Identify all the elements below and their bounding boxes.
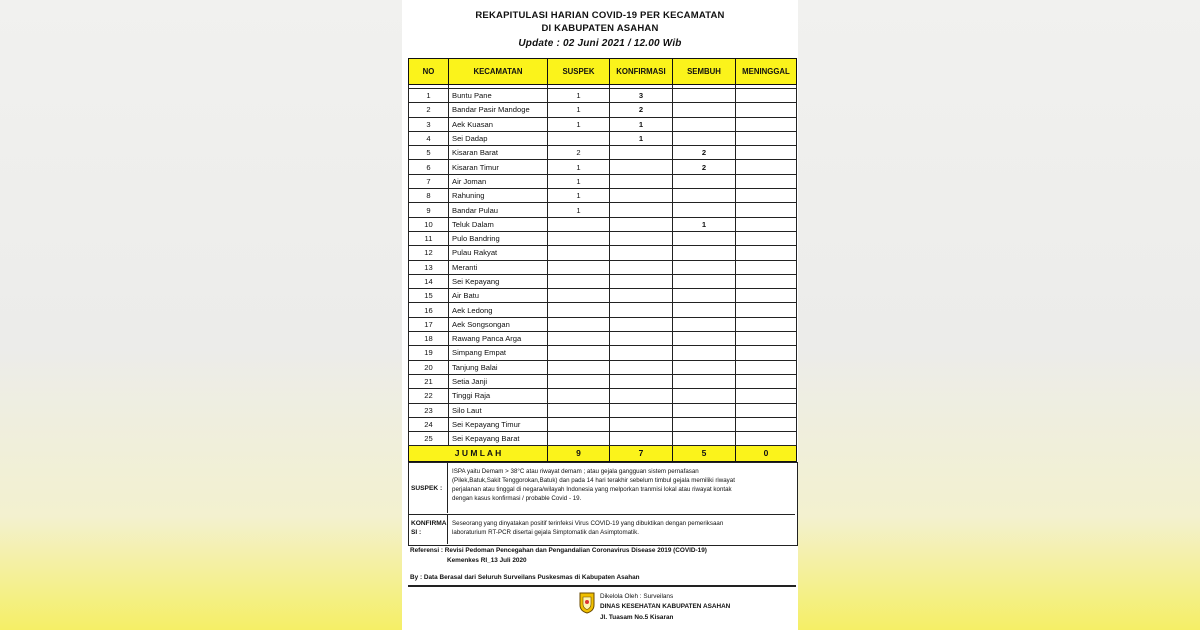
background-right bbox=[796, 0, 1200, 630]
cell-kecamatan: Rahuning bbox=[449, 189, 548, 203]
suspek-text-line: perjalanan atau tinggal di negara/wilayah Indonesia yang melporkan tranmisi lokal atau riwayat kontak bbox=[452, 486, 732, 493]
cell-kecamatan: Pulo Bandring bbox=[449, 231, 548, 245]
cell-meninggal bbox=[736, 174, 797, 188]
cell-sembuh: 2 bbox=[673, 146, 736, 160]
cell-suspek bbox=[548, 131, 610, 145]
table-row bbox=[409, 432, 797, 446]
suspek-text-line: (Pilek,Batuk,Sakit Tenggorokan,Batuk) dan pada 14 hari terakhir sebelum timbul gejala memiliki riwayat bbox=[452, 477, 735, 484]
cell-konfirmasi bbox=[610, 146, 673, 160]
total-suspek: 9 bbox=[548, 446, 610, 462]
cell-meninggal bbox=[736, 303, 797, 317]
table-row bbox=[409, 203, 797, 217]
data-source-note: By : Data Berasal dari Seluruh Surveilans Puskesmas di Kabupaten Asahan bbox=[410, 574, 640, 581]
cell-meninggal bbox=[736, 189, 797, 203]
cell-suspek: 1 bbox=[548, 189, 610, 203]
cell-kecamatan: Sei Kepayang Timur bbox=[449, 417, 548, 431]
cell-sembuh bbox=[673, 117, 736, 131]
suspek-key: SUSPEK : bbox=[411, 485, 443, 492]
cell-meninggal bbox=[736, 403, 797, 417]
cell-kecamatan: Tinggi Raja bbox=[449, 389, 548, 403]
cell-konfirmasi bbox=[610, 346, 673, 360]
cell-meninggal bbox=[736, 289, 797, 303]
total-konfirmasi: 7 bbox=[610, 446, 673, 462]
cell-konfirmasi bbox=[610, 189, 673, 203]
table-row bbox=[409, 303, 797, 317]
cell-sembuh bbox=[673, 289, 736, 303]
cell-meninggal bbox=[736, 346, 797, 360]
table-total-row bbox=[409, 446, 797, 462]
cell-no: 23 bbox=[409, 403, 449, 417]
cell-sembuh bbox=[673, 346, 736, 360]
cell-suspek: 1 bbox=[548, 174, 610, 188]
cell-meninggal bbox=[736, 274, 797, 288]
cell-konfirmasi bbox=[610, 260, 673, 274]
definitions-box bbox=[408, 462, 798, 546]
table-row bbox=[409, 146, 797, 160]
cell-meninggal bbox=[736, 117, 797, 131]
cell-suspek bbox=[548, 432, 610, 446]
table-row bbox=[409, 374, 797, 388]
cell-no: 7 bbox=[409, 174, 449, 188]
cell-meninggal bbox=[736, 374, 797, 388]
cell-kecamatan: Sei Kepayang bbox=[449, 274, 548, 288]
cell-no: 17 bbox=[409, 317, 449, 331]
cell-sembuh: 1 bbox=[673, 217, 736, 231]
table-row bbox=[409, 174, 797, 188]
cell-kecamatan: Aek Songsongan bbox=[449, 317, 548, 331]
cell-sembuh bbox=[673, 260, 736, 274]
cell-suspek: 2 bbox=[548, 146, 610, 160]
cell-sembuh bbox=[673, 231, 736, 245]
cell-kecamatan: Sei Kepayang Barat bbox=[449, 432, 548, 446]
konfirmasi-text-line: laboraturium RT-PCR disertai gejala Simptomatik dan Asimptomatik. bbox=[452, 529, 639, 536]
konfirmasi-text bbox=[447, 515, 793, 544]
table-row bbox=[409, 89, 797, 103]
cell-meninggal bbox=[736, 417, 797, 431]
reference-line: Referensi : Revisi Pedoman Pencegahan dan Pengandalian Coronavirus Disease 2019 (COVID-19) bbox=[410, 547, 707, 554]
table-row bbox=[409, 260, 797, 274]
table-row bbox=[409, 389, 797, 403]
cell-suspek bbox=[548, 403, 610, 417]
cell-suspek bbox=[548, 346, 610, 360]
cell-suspek bbox=[548, 317, 610, 331]
cell-no: 24 bbox=[409, 417, 449, 431]
cell-suspek bbox=[548, 332, 610, 346]
cell-sembuh bbox=[673, 131, 736, 145]
konfirmasi-key bbox=[409, 519, 447, 537]
cell-no: 2 bbox=[409, 103, 449, 117]
cell-meninggal bbox=[736, 89, 797, 103]
cell-suspek bbox=[548, 274, 610, 288]
cell-konfirmasi bbox=[610, 303, 673, 317]
cell-suspek bbox=[548, 289, 610, 303]
cell-meninggal bbox=[736, 317, 797, 331]
table-row bbox=[409, 189, 797, 203]
cell-konfirmasi bbox=[610, 203, 673, 217]
cell-suspek: 1 bbox=[548, 203, 610, 217]
cell-suspek bbox=[548, 417, 610, 431]
cell-no: 25 bbox=[409, 432, 449, 446]
cell-kecamatan: Pulau Rakyat bbox=[449, 246, 548, 260]
table-row bbox=[409, 117, 797, 131]
column-header-suspek: SUSPEK bbox=[548, 59, 610, 85]
table-row bbox=[409, 332, 797, 346]
table-body bbox=[409, 85, 797, 446]
cell-no: 22 bbox=[409, 389, 449, 403]
cell-no: 3 bbox=[409, 117, 449, 131]
cell-sembuh bbox=[673, 389, 736, 403]
cell-no: 19 bbox=[409, 346, 449, 360]
cell-meninggal bbox=[736, 260, 797, 274]
cell-suspek bbox=[548, 217, 610, 231]
cell-meninggal bbox=[736, 217, 797, 231]
cell-kecamatan: Tanjung Balai bbox=[449, 360, 548, 374]
table-row bbox=[409, 131, 797, 145]
cell-kecamatan: Kisaran Barat bbox=[449, 146, 548, 160]
cell-konfirmasi bbox=[610, 160, 673, 174]
suspek-definition bbox=[409, 463, 795, 513]
cell-meninggal bbox=[736, 389, 797, 403]
reference-source: Kemenkes RI_13 Juli 2020 bbox=[447, 557, 527, 564]
cell-sembuh bbox=[673, 317, 736, 331]
cell-kecamatan: Buntu Pane bbox=[449, 89, 548, 103]
cell-suspek bbox=[548, 374, 610, 388]
table-row bbox=[409, 274, 797, 288]
cell-konfirmasi: 2 bbox=[610, 103, 673, 117]
cell-kecamatan: Silo Laut bbox=[449, 403, 548, 417]
cell-suspek bbox=[548, 246, 610, 260]
cell-sembuh bbox=[673, 432, 736, 446]
cell-konfirmasi bbox=[610, 231, 673, 245]
document-title: REKAPITULASI HARIAN COVID-19 PER KECAMATAN bbox=[475, 10, 725, 21]
cell-konfirmasi bbox=[610, 274, 673, 288]
total-sembuh: 5 bbox=[673, 446, 736, 462]
cell-sembuh bbox=[673, 274, 736, 288]
cell-sembuh bbox=[673, 103, 736, 117]
document-subtitle: DI KABUPATEN ASAHAN bbox=[541, 23, 659, 34]
cell-meninggal bbox=[736, 332, 797, 346]
konfirmasi-definition bbox=[409, 515, 795, 544]
cell-konfirmasi bbox=[610, 289, 673, 303]
agency-name: DINAS KESEHATAN KABUPATEN ASAHAN bbox=[600, 603, 731, 610]
table-row bbox=[409, 346, 797, 360]
cell-kecamatan: Teluk Dalam bbox=[449, 217, 548, 231]
table-row bbox=[409, 231, 797, 245]
table-header-row bbox=[409, 59, 797, 85]
table-row bbox=[409, 403, 797, 417]
cell-meninggal bbox=[736, 160, 797, 174]
table-row bbox=[409, 103, 797, 117]
cell-suspek: 1 bbox=[548, 103, 610, 117]
agency-address: Jl. Tuasam No.5 Kisaran bbox=[600, 614, 674, 621]
cell-no: 16 bbox=[409, 303, 449, 317]
cell-kecamatan: Aek Ledong bbox=[449, 303, 548, 317]
cell-no: 20 bbox=[409, 360, 449, 374]
cell-sembuh bbox=[673, 189, 736, 203]
cell-no: 5 bbox=[409, 146, 449, 160]
cell-meninggal bbox=[736, 103, 797, 117]
cell-no: 18 bbox=[409, 332, 449, 346]
cell-sembuh bbox=[673, 403, 736, 417]
konfirmasi-key-line: SI : bbox=[411, 529, 422, 536]
cell-sembuh: 2 bbox=[673, 160, 736, 174]
footer-divider bbox=[408, 585, 796, 587]
cell-kecamatan: Meranti bbox=[449, 260, 548, 274]
suspek-text-line: ISPA yaitu Demam > 38°C atau riwayat demam ; atau gejala gangguan sistem pernafasan bbox=[452, 468, 699, 475]
cell-meninggal bbox=[736, 146, 797, 160]
cell-kecamatan: Simpang Empat bbox=[449, 346, 548, 360]
background-left bbox=[0, 0, 402, 630]
cell-konfirmasi bbox=[610, 332, 673, 346]
cell-sembuh bbox=[673, 89, 736, 103]
cell-konfirmasi bbox=[610, 403, 673, 417]
cell-sembuh bbox=[673, 332, 736, 346]
cell-suspek: 1 bbox=[548, 117, 610, 131]
cell-no: 10 bbox=[409, 217, 449, 231]
cell-meninggal bbox=[736, 203, 797, 217]
cell-no: 1 bbox=[409, 89, 449, 103]
cell-konfirmasi bbox=[610, 174, 673, 188]
cell-no: 9 bbox=[409, 203, 449, 217]
cell-kecamatan: Kisaran Timur bbox=[449, 160, 548, 174]
cell-sembuh bbox=[673, 417, 736, 431]
column-header-kecamatan: KECAMATAN bbox=[449, 59, 548, 85]
managed-by-label: Dikelola Oleh : Surveilans bbox=[600, 593, 674, 600]
cell-no: 12 bbox=[409, 246, 449, 260]
suspek-text-line: dengan kasus konfirmasi / probable Covid - 19. bbox=[452, 495, 582, 502]
cell-no: 15 bbox=[409, 289, 449, 303]
cell-kecamatan: Air Batu bbox=[449, 289, 548, 303]
cell-no: 8 bbox=[409, 189, 449, 203]
cell-no: 13 bbox=[409, 260, 449, 274]
cell-sembuh bbox=[673, 246, 736, 260]
table-row bbox=[409, 246, 797, 260]
cell-sembuh bbox=[673, 174, 736, 188]
cell-konfirmasi bbox=[610, 389, 673, 403]
cell-no: 11 bbox=[409, 231, 449, 245]
cell-kecamatan: Aek Kuasan bbox=[449, 117, 548, 131]
cell-suspek bbox=[548, 389, 610, 403]
cell-kecamatan: Bandar Pasir Mandoge bbox=[449, 103, 548, 117]
cell-konfirmasi: 1 bbox=[610, 131, 673, 145]
cell-suspek bbox=[548, 260, 610, 274]
cell-suspek: 1 bbox=[548, 89, 610, 103]
cell-no: 14 bbox=[409, 274, 449, 288]
cell-no: 6 bbox=[409, 160, 449, 174]
cell-meninggal bbox=[736, 131, 797, 145]
konfirmasi-key-line: KONFIRMA bbox=[411, 520, 447, 527]
konfirmasi-text-line: Seseorang yang dinyatakan positif terinfeksi Virus COVID-19 yang dibuktikan dengan pemeriksaan bbox=[452, 520, 724, 527]
table-row bbox=[409, 217, 797, 231]
cell-suspek bbox=[548, 360, 610, 374]
cell-sembuh bbox=[673, 203, 736, 217]
table-row bbox=[409, 289, 797, 303]
asahan-regency-seal-icon bbox=[579, 592, 595, 614]
column-header-meninggal: MENINGGAL bbox=[736, 59, 797, 85]
cell-kecamatan: Air Joman bbox=[449, 174, 548, 188]
cell-sembuh bbox=[673, 360, 736, 374]
table-row bbox=[409, 317, 797, 331]
cell-konfirmasi: 1 bbox=[610, 117, 673, 131]
cell-konfirmasi bbox=[610, 417, 673, 431]
table-row bbox=[409, 417, 797, 431]
cell-sembuh bbox=[673, 303, 736, 317]
cell-meninggal bbox=[736, 246, 797, 260]
total-meninggal: 0 bbox=[736, 446, 797, 462]
covid-recap-table bbox=[408, 58, 797, 462]
cell-suspek bbox=[548, 303, 610, 317]
covid-recap-document bbox=[402, 0, 798, 630]
suspek-text bbox=[447, 463, 793, 513]
column-header-konfirmasi: KONFIRMASI bbox=[610, 59, 673, 85]
table-row bbox=[409, 160, 797, 174]
cell-konfirmasi bbox=[610, 374, 673, 388]
cell-kecamatan: Setia Janji bbox=[449, 374, 548, 388]
cell-meninggal bbox=[736, 231, 797, 245]
cell-konfirmasi bbox=[610, 217, 673, 231]
cell-kecamatan: Rawang Panca Arga bbox=[449, 332, 548, 346]
cell-konfirmasi bbox=[610, 432, 673, 446]
column-header-sembuh: SEMBUH bbox=[673, 59, 736, 85]
cell-sembuh bbox=[673, 374, 736, 388]
update-timestamp: Update : 02 Juni 2021 / 12.00 Wib bbox=[518, 38, 682, 49]
cell-konfirmasi bbox=[610, 360, 673, 374]
column-header-no: NO bbox=[409, 59, 449, 85]
cell-meninggal bbox=[736, 360, 797, 374]
cell-konfirmasi: 3 bbox=[610, 89, 673, 103]
cell-konfirmasi bbox=[610, 246, 673, 260]
cell-suspek: 1 bbox=[548, 160, 610, 174]
cell-no: 4 bbox=[409, 131, 449, 145]
cell-kecamatan: Bandar Pulau bbox=[449, 203, 548, 217]
cell-no: 21 bbox=[409, 374, 449, 388]
total-label: J U M L A H bbox=[409, 446, 548, 462]
table-row bbox=[409, 360, 797, 374]
cell-meninggal bbox=[736, 432, 797, 446]
cell-suspek bbox=[548, 231, 610, 245]
cell-kecamatan: Sei Dadap bbox=[449, 131, 548, 145]
cell-konfirmasi bbox=[610, 317, 673, 331]
